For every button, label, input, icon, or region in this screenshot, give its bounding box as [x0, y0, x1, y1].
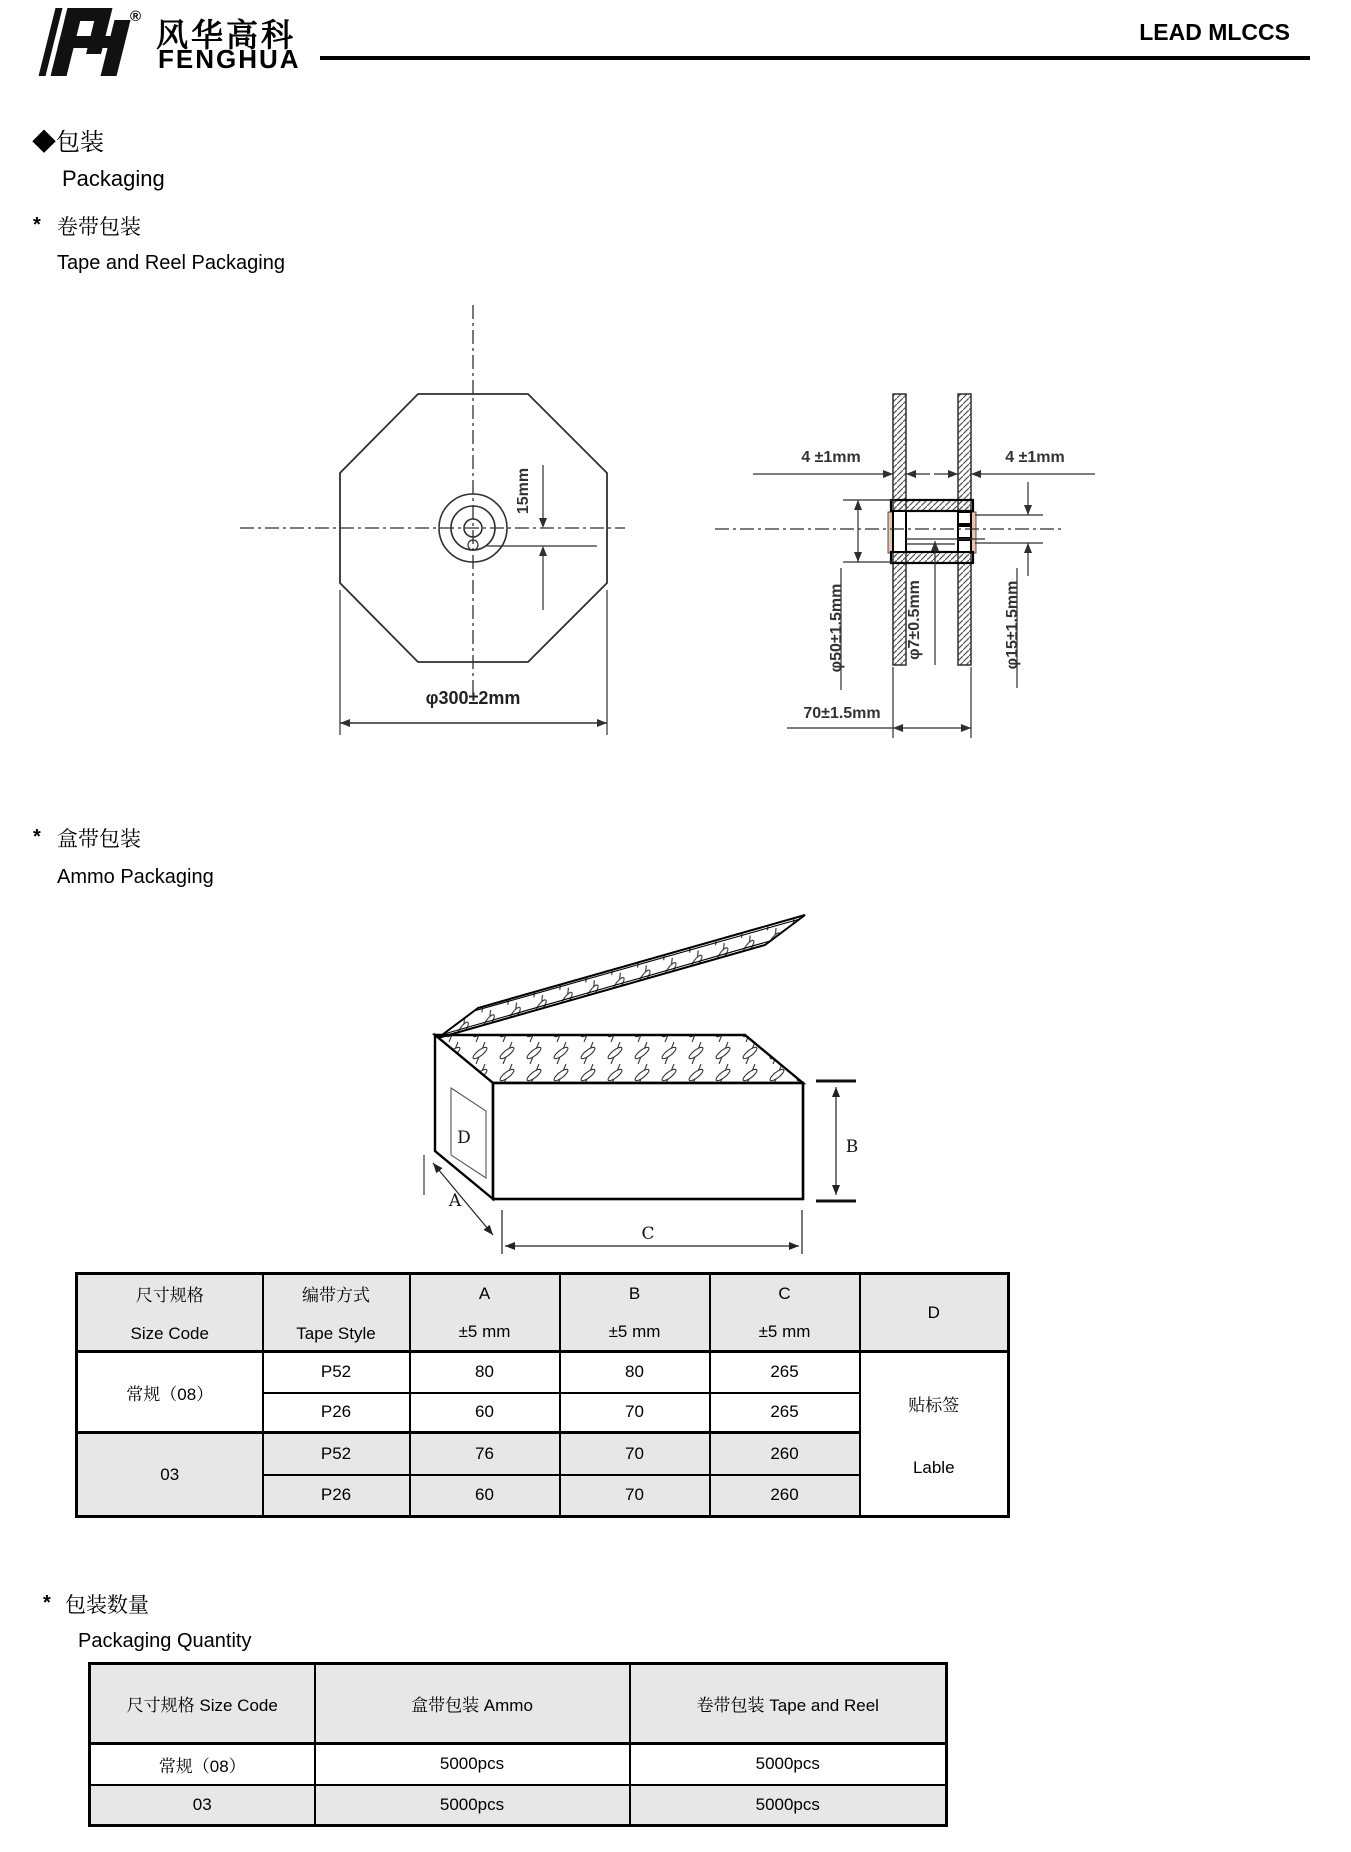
d-value-cell: 贴标签 Lable [860, 1352, 1009, 1517]
qty-col-header-reel: 卷带包装 Tape and Reel [630, 1664, 947, 1744]
ammo-star: * [33, 826, 41, 848]
table-row: 常规（08） 5000pcs 5000pcs [90, 1744, 947, 1785]
ammo-box-front [493, 1083, 803, 1199]
dim-b-label: B [845, 1137, 859, 1157]
table-row: 03 5000pcs 5000pcs [90, 1785, 947, 1826]
table-row: 常规（08） P52 80 80 265 贴标签 Lable [77, 1352, 1009, 1393]
section-ammo-cn: 盒带包装 [57, 828, 141, 851]
ammo-box-top [435, 1035, 803, 1083]
section-quantity-en: Packaging Quantity [78, 1630, 252, 1652]
tape-reel-star: * [33, 214, 41, 236]
dimension-table [75, 1272, 1010, 1518]
reel-front-view-drawing [225, 290, 635, 760]
section-quantity-cn: 包装数量 [65, 1594, 149, 1617]
logo-reg-mark: ® [130, 8, 142, 25]
reel-side-view-drawing [645, 290, 1115, 770]
qty-col-header-ammo: 盒带包装 Ammo [315, 1664, 630, 1744]
fenghua-logo [30, 6, 138, 80]
section-tape-reel-cn: 卷带包装 [57, 216, 141, 239]
qty-col-header-size: 尺寸规格 Size Code [90, 1664, 315, 1744]
header-rule [320, 56, 1310, 60]
reel-hub-dimension-label: 15mm [515, 467, 532, 515]
brand-name-en: FENGHUA [158, 44, 301, 74]
flange-left-dimension-label: 4 ±1mm [801, 449, 861, 466]
ammo-box-drawing [360, 910, 960, 1270]
hub-outer-dimension-label: φ50±1.5mm [828, 583, 845, 673]
diamond-bullet-icon: ◆ [32, 129, 56, 156]
dim-c-label: C [641, 1224, 655, 1244]
col-header-a: A ±5 mm [410, 1274, 560, 1352]
center-hole-dimension-label: φ15±1.5mm [1004, 580, 1021, 670]
overall-width-dimension-label: 70±1.5mm [803, 705, 881, 722]
col-header-c: C ±5 mm [710, 1274, 860, 1352]
table-row: P26 60 70 260 [77, 1475, 1009, 1517]
size-code-group-08: 常规（08） [77, 1352, 263, 1433]
col-header-b: B ±5 mm [560, 1274, 710, 1352]
section-tape-reel-en: Tape and Reel Packaging [57, 252, 285, 274]
label-d: D [457, 1128, 471, 1148]
table-row: 03 P52 76 70 260 [77, 1433, 1009, 1475]
doc-title: LEAD MLCCS [1139, 19, 1290, 45]
section-packaging-cn: ◆包装 [32, 129, 104, 156]
reel-diameter-dimension-label: φ300±2mm [425, 688, 521, 708]
flange-right-dimension-label: 4 ±1mm [1005, 449, 1065, 466]
col-header-d: D [860, 1274, 1009, 1352]
table-row: P26 60 70 265 [77, 1393, 1009, 1433]
size-code-group-03: 03 [77, 1433, 263, 1517]
brand-name-cn: 风华高科 [156, 17, 297, 53]
section-packaging-en: Packaging [62, 166, 165, 191]
axle-dimension-label: φ7±0.5mm [906, 580, 923, 660]
quantity-star: * [43, 1592, 51, 1614]
quantity-table [88, 1662, 948, 1827]
col-header-tape-style: 编带方式 Tape Style [263, 1274, 410, 1352]
col-header-size-code: 尺寸规格 Size Code [77, 1274, 263, 1352]
section-ammo-en: Ammo Packaging [57, 866, 214, 888]
dim-a-label: A [448, 1191, 462, 1211]
